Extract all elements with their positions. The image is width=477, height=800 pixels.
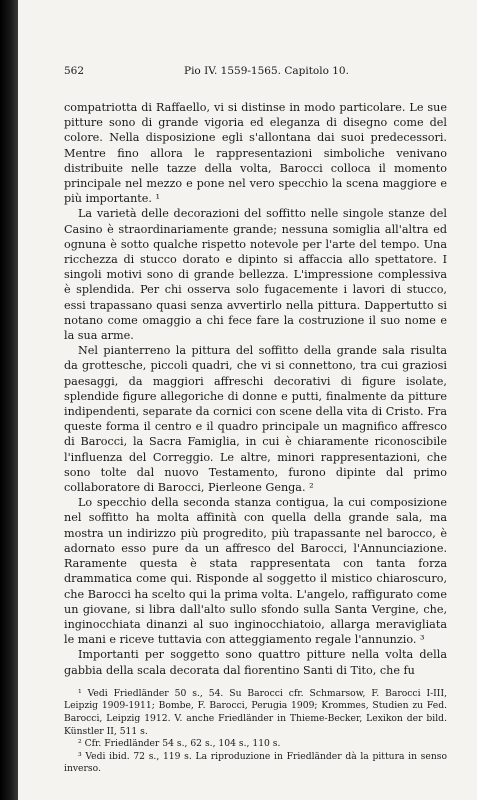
paragraph: Lo specchio della seconda stanza contigua, la cui composizione nel soffitto ha molta affinità con quella della grande sala, ma mostra un indirizzo più progredito, più trapassante nel barocco, è adornato esso pure da un affresco del Barocci, l'Annunciazione. Raramente questa è stata rappresentata con tanta forza drammatica come qui. Risponde al soggetto il mistico chiaroscuro, che Barocci ha scelto qui la prima volta. L'angelo, raffigurato come un giovane, si libra dall'alto sullo sfondo sulla Santa Vergine, che, inginocchiata dinanzi al suo inginocchiatoio, allarga meravigliata le mani e riceve tuttavia con atteggiamento regale l'annunzio. ³ [64, 496, 447, 647]
footnote: ³ Vedi ibid. 72 s., 119 s. La riproduzione in Friedländer dà la pittura in senso inverso. [64, 750, 447, 775]
footnote: ¹ Vedi Friedländer 50 s., 54. Su Barocci cfr. Schmarsow, F. Barocci I-III, Leipzig 1909-1911; Bombe, F. Barocci, Perugia 1909; Krommes, Studien zu Fed. Barocci, Leipzig 1912. V. anche Friedländer in Thieme-Becker, Lexikon der bild. Künstler II, 511 s. [64, 687, 447, 737]
running-title: Pio IV. 1559-1565. Capitolo 10. [184, 65, 349, 77]
paragraph: Nel pianterreno la pittura del soffitto della grande sala risulta da grottesche, piccoli quadri, che vi si connettono, tra cui graziosi paesaggi, da maggiori affreschi decorativi di figure isolate, splendide figure allegoriche di donne e putti, finalmente da pitture indipendenti, separate da cornici con scene della vita di Cristo. Fra queste forma il centro e il quadro principale un magnifico affresco di Barocci, la Sacra Famiglia, in cui è chiaramente riconoscibile l'influenza del Correggio. Le altre, minori rappresentazioni, che sono tolte dal nuovo Testamento, furono dipinte dal primo collaboratore di Barocci, Pierleone Genga. ² [64, 344, 447, 495]
page-number: 562 [64, 65, 85, 77]
paragraph: Importanti per soggetto sono quattro pitture nella volta della gabbia della scala decorata dal fiorentino Santi di Tito, che fu [64, 648, 447, 677]
footnotes [64, 688, 447, 776]
footnote: ² Cfr. Friedländer 54 s., 62 s., 104 s., 110 s. [78, 738, 281, 750]
scan-dark-edge [0, 0, 18, 800]
book-page [18, 0, 477, 800]
paragraph: La varietà delle decorazioni del soffitto nelle singole stanze del Casino è straordinariamente grande; nessuna somiglia all'altra ed ognuna è sotto qualche rispetto notevole per l'arte del tempo. Una ricchezza di stucco dorato e dipinto si affaccia allo spettatore. I singoli motivi sono di grande bellezza. L'impressione complessiva è splendida. Per chi osserva solo fugacemente i lavori di stucco, essi trapassano quasi senza avvertirlo nella pittura. Dappertutto si notano come omaggio a chi fece fare la costruzione il suo nome e la sua arme. [64, 207, 447, 343]
running-header [64, 64, 447, 78]
main-text [64, 100, 447, 678]
paragraph: compatriotta di Raffaello, vi si distinse in modo particolare. Le sue pitture sono di grande vigoria ed eleganza di disegno come del colore. Nella disposizione egli s'allontana dai suoi predecessori. Mentre fino allora le rappresentazioni simboliche venivano distribuite nelle tazze della volta, Barocci colloca il momento principale nel mezzo e pone nel vero specchio la scena maggiore e più importante. ¹ [64, 101, 447, 206]
